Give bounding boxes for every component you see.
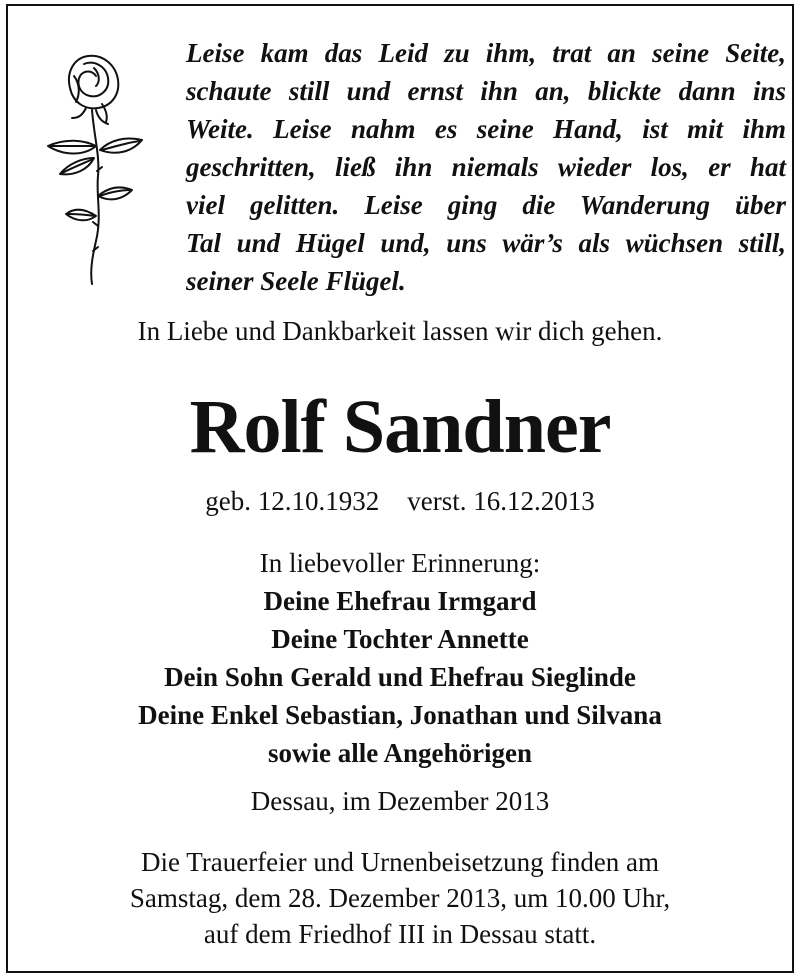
poem-line: Weite. Leise nahm es seine Hand, ist mit ihm — [186, 114, 786, 144]
mourner-line: sowie alle Angehörigen — [268, 738, 532, 768]
mourner-line: Dein Sohn Gerald und Ehefrau Sieglinde — [164, 662, 636, 692]
poem-line: Tal und Hügel und, uns wär’s als wüchsen still, — [186, 228, 786, 258]
funeral-line: Die Trauerfeier und Urnenbeisetzung finden am — [140, 847, 660, 877]
memory-heading: In liebevoller Erinnerung: — [259, 548, 541, 578]
poem-line: schaute still und ernst ihn an, blickte dann ins — [186, 76, 786, 106]
poem-line: Leise kam das Leid zu ihm, trat an seine Seite, — [186, 38, 786, 68]
poem-line: viel gelitten. Leise ging die Wanderung über — [186, 190, 786, 220]
life-dates — [8, 486, 792, 517]
poem — [186, 34, 786, 300]
mourner-line: Deine Ehefrau Irmgard — [263, 586, 537, 616]
funeral-info — [8, 844, 792, 952]
intro-text: In Liebe und Dankbarkeit lassen wir dich gehen. — [137, 316, 663, 346]
mourners-block — [8, 544, 792, 772]
poem-line: seiner Seele Flügel. — [186, 266, 406, 296]
death-date: verst. 16.12.2013 — [407, 486, 595, 516]
mourner-line: Deine Enkel Sebastian, Jonathan und Silvana — [138, 700, 662, 730]
deceased-name: Rolf Sandner — [189, 385, 611, 469]
place-date: Dessau, im Dezember 2013 — [250, 786, 550, 816]
mourner-line: Deine Tochter Annette — [271, 624, 529, 654]
funeral-line: Samstag, dem 28. Dezember 2013, um 10.00 Uhr, — [129, 883, 671, 913]
poem-line: geschritten, ließ ihn niemals wieder los, er hat — [186, 152, 786, 182]
funeral-line: auf dem Friedhof III in Dessau statt. — [203, 919, 597, 949]
birth-date: geb. 12.10.1932 — [205, 486, 380, 516]
rose-icon — [36, 46, 156, 286]
obituary-notice — [6, 4, 794, 973]
